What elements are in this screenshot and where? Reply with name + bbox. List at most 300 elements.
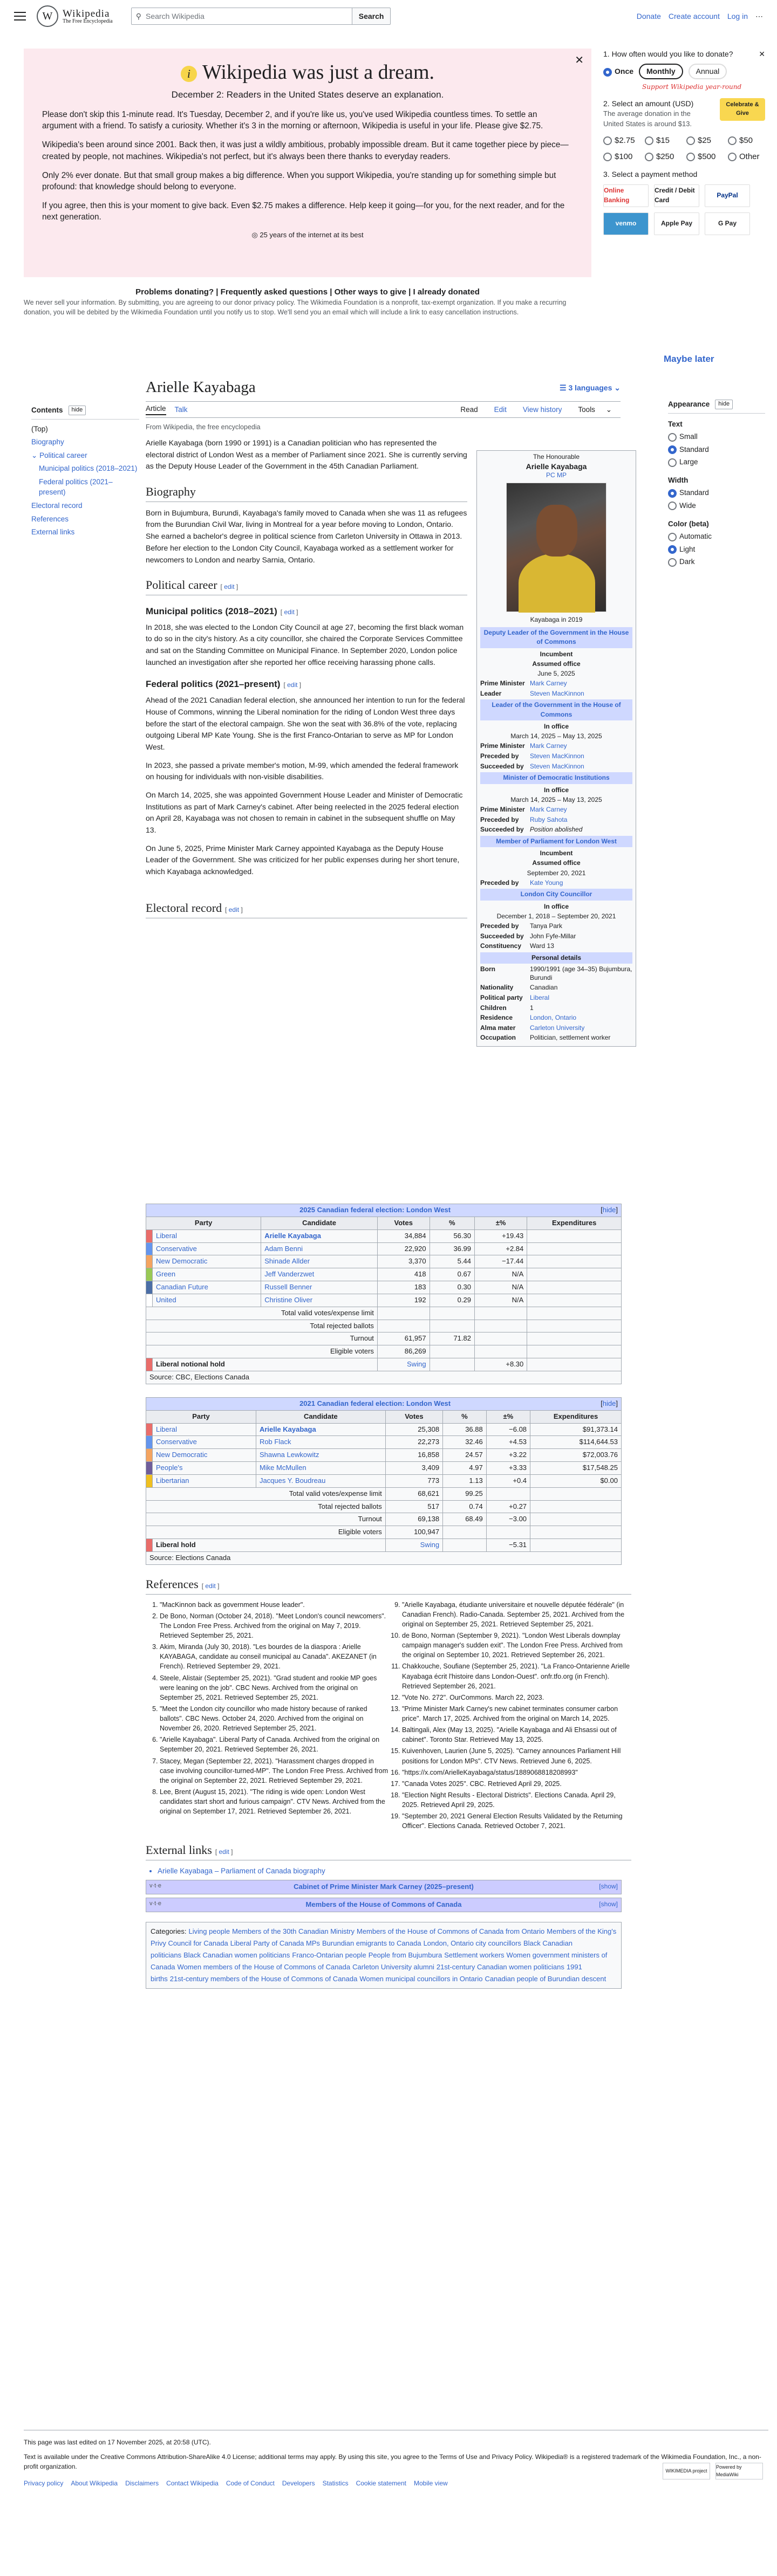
category-link[interactable]: Black Canadian politicians	[151, 1939, 572, 1959]
party-color	[146, 1281, 153, 1294]
amount-option[interactable]: $25	[686, 135, 724, 147]
reference-item[interactable]: 3. Akim, Miranda (July 30, 2018). "Les bourdes de la diaspora : Arielle KAYABAGA, candidate au conseil municipal au Canada". AKEZANET (in French). Retrieved September 29, 2021.	[160, 1642, 389, 1671]
expenditure-cell: $17,548.25	[530, 1462, 622, 1475]
footer-link[interactable]: Contact Wikipedia	[166, 2479, 219, 2488]
change-cell: N/A	[474, 1294, 527, 1307]
edit-section-link[interactable]: [ edit ]	[225, 905, 243, 913]
reference-item[interactable]: 2. De Bono, Norman (October 24, 2018). "Meet London's council newcomers". The London Free Press. Archived from the original on May 7, 2019. Retrieved September 25, 2021.	[160, 1611, 389, 1640]
payment-question: 3. Select a payment method	[603, 170, 698, 179]
percent-cell: 0.67	[430, 1268, 474, 1281]
assumed-office-label: Assumed office	[532, 660, 581, 668]
search-placeholder: Search Wikipedia	[146, 11, 205, 20]
percent-cell: 4.97	[443, 1462, 487, 1475]
table-source: Source: Elections Canada	[146, 1551, 622, 1564]
toc-item[interactable]: Municipal politics (2018–2021)	[39, 464, 138, 473]
row-value: John Fyfe-Millar	[530, 932, 576, 940]
globe-icon: ◎	[251, 231, 260, 239]
navbox-show-link[interactable]: show	[601, 1882, 616, 1890]
party-cell[interactable]: Canadian Future	[153, 1281, 261, 1294]
category-link[interactable]: Members of the House of Commons of Canada from Ontario	[357, 1927, 545, 1935]
expenditure-cell	[527, 1294, 622, 1307]
party-color	[146, 1474, 153, 1487]
appearance-panel	[668, 399, 765, 575]
banner-paragraph-1: Please don't skip this 1-minute read. It's Tuesday, December 2, and if you're like us, you've used Wikipedia countless times. To settle an argument with a friend. To satisfy a curiosity. Whether it's 3 in the morning or afternoon, Wikipedia is useful in your life. Please give $2.75.	[42, 110, 543, 131]
candidate-cell[interactable]: Jeff Vanderzwet	[261, 1268, 378, 1281]
edit-section-link[interactable]: [ edit ]	[280, 608, 298, 616]
table-row	[146, 1474, 622, 1487]
category-link[interactable]: 21st-century members of the House of Commons of Canada	[169, 1974, 358, 1983]
category-link[interactable]: Carleton University alumni	[352, 1962, 434, 1971]
table-hide-link[interactable]: hide	[602, 1399, 616, 1407]
amount-option[interactable]: $250	[645, 151, 682, 163]
toc-item[interactable]: (Top)	[31, 424, 48, 433]
federal-paragraph-3: On March 14, 2025, she was appointed Government House Leader and Minister of Democratic Institutions as part of Mark Carney's cabinet. After being reelected in the 2025 federal election on April 28, Kayabaga was not chosen to remain in cabinet in the subsequent shuffle on May 13.	[146, 790, 463, 834]
table-caption: 2021 Canadian federal election: London West [hide]	[146, 1397, 622, 1410]
table-row	[146, 1281, 622, 1294]
party-cell[interactable]: Liberal	[153, 1229, 261, 1242]
category-link[interactable]: Black Canadian women politicians	[183, 1950, 290, 1959]
party-cell[interactable]: Conservative	[153, 1242, 261, 1255]
reference-item[interactable]: 7. Stacey, Megan (September 22, 2021). "Harassment charges dropped in case involving councillor-turned-MP". The London Free Press. Archived from the original on September 22, 2021. Retrieved September 29, 2021.	[160, 1756, 389, 1785]
footer-link[interactable]: Disclaimers	[125, 2479, 159, 2488]
reference-item[interactable]: 19. "September 20, 2021 General Election Results Validated by the Returning Officer". Elections Canada. Retrieved October 7, 2021.	[402, 1811, 631, 1831]
post-nominals[interactable]: PC MP	[546, 471, 567, 479]
search-input[interactable]	[131, 8, 352, 25]
tab-read[interactable]: Read	[460, 406, 478, 414]
total-label: Turnout	[146, 1513, 386, 1526]
expenditure-cell: $91,373.14	[530, 1423, 622, 1436]
eligible-voters: 86,269	[377, 1345, 430, 1358]
width-wide-option[interactable]: Wide	[668, 500, 765, 511]
row-value: Politician, settlement worker	[530, 1034, 611, 1042]
reference-item[interactable]: 18. "Election Night Results - Electoral Districts". Elections Canada. April 29, 2025. Retrieved April 29, 2025.	[402, 1790, 631, 1810]
site-title: Wikipedia	[63, 8, 110, 19]
fundraising-banner	[24, 49, 591, 277]
color-dark-option[interactable]: Dark	[668, 557, 765, 567]
banner-links[interactable]: Problems donating? | Frequently asked questions | Other ways to give | I already donated	[135, 287, 480, 297]
votes-cell: 3,409	[385, 1462, 442, 1475]
municipal-paragraph: In 2018, she was elected to the London City Council at age 27, becoming the first black woman to do so in the city's history. As a city councillor, she chaired the Corporate Services Committee and sat on the Standing Committee on Municipal Finance. In September 2020, London police launched an investigation after she reported her office receiving harassing phone calls.	[146, 622, 464, 667]
section-external-links: External links [ edit ]	[146, 1842, 631, 1860]
row-label: Succeeded by	[480, 932, 524, 940]
candidate-cell[interactable]: Russell Benner	[261, 1281, 378, 1294]
portrait-image[interactable]	[506, 483, 606, 612]
swing-label[interactable]: Swing	[385, 1539, 442, 1552]
amount-option[interactable]: $100	[603, 151, 640, 163]
row-value[interactable]: Mark Carney	[530, 742, 567, 750]
category-link[interactable]: Women members of the House of Commons of Canada	[177, 1962, 351, 1971]
row-value: Ward 13	[530, 942, 554, 950]
more-options-icon[interactable]: ⋯	[755, 11, 763, 20]
row-value: 1	[530, 1004, 534, 1012]
payment-methods	[603, 184, 765, 235]
tab-edit[interactable]: Edit	[494, 406, 507, 414]
candidate-cell[interactable]: Mike McMullen	[256, 1462, 385, 1475]
col-header: Expenditures	[527, 1217, 622, 1229]
change-cell: N/A	[474, 1268, 527, 1281]
expenditure-cell	[527, 1268, 622, 1281]
main-menu-icon[interactable]	[14, 12, 26, 20]
category-link[interactable]: People from Bujumbura	[368, 1950, 442, 1959]
table-row	[146, 1449, 622, 1462]
row-value[interactable]: Liberal	[530, 994, 550, 1002]
category-link[interactable]: Burundian emigrants to Canada	[322, 1939, 421, 1947]
row-label: Succeeded by	[480, 762, 524, 770]
toc-item[interactable]: References	[31, 514, 69, 523]
party-color	[146, 1268, 153, 1281]
rejected-change: +0.27	[486, 1500, 530, 1513]
once-option[interactable]: Once	[603, 66, 633, 77]
party-cell[interactable]: United	[153, 1294, 261, 1307]
edit-section-link[interactable]: [ edit ]	[215, 1848, 233, 1856]
reference-item[interactable]: 16. "https://x.com/ArielleKayabaga/status/1889068818208993"	[402, 1768, 631, 1777]
row-value[interactable]: Mark Carney	[530, 679, 567, 688]
toc-item[interactable]: Biography	[31, 438, 64, 446]
search-icon: ⚲	[135, 11, 141, 20]
votes-cell: 183	[377, 1281, 430, 1294]
expenditure-cell	[527, 1229, 622, 1242]
row-label: Preceded by	[480, 878, 519, 887]
total-votes: 68,621	[385, 1487, 442, 1500]
party-cell[interactable]: Conservative	[153, 1436, 256, 1449]
navbox-title[interactable]: Cabinet of Prime Minister Mark Carney (2025–present)	[294, 1882, 474, 1891]
row-value[interactable]: Kate Young	[530, 878, 563, 887]
table-row	[146, 1462, 622, 1475]
personal-details-header: Personal details	[480, 952, 632, 964]
row-value[interactable]: Steven MacKinnon	[530, 752, 584, 760]
amount-option[interactable]: $500	[686, 151, 724, 163]
categories-label: Categories:	[151, 1927, 187, 1935]
total-label: Total rejected ballots	[146, 1500, 386, 1513]
office-header[interactable]: Deputy Leader of the Government in the House of Commons	[480, 627, 632, 648]
row-label: Preceded by	[480, 922, 519, 930]
row-label: Nationality	[480, 984, 514, 992]
banner-title-text: Wikipedia was just a dream.	[202, 61, 435, 84]
turnout-votes: 69,138	[385, 1513, 442, 1526]
row-label: Leader	[480, 689, 502, 697]
anniversary-label: 25 years of the internet at its best	[260, 231, 364, 239]
party-color	[146, 1436, 153, 1449]
annual-option[interactable]: Annual	[689, 64, 727, 79]
top-header	[0, 0, 777, 32]
lower-content	[146, 1204, 631, 1989]
row-value[interactable]: Steven MacKinnon	[530, 762, 584, 770]
close-form-icon[interactable]: ✕	[759, 50, 765, 58]
row-label: Occupation	[480, 1034, 516, 1042]
row-value[interactable]: Ruby Sahota	[530, 815, 568, 823]
text-standard-option[interactable]: Standard	[668, 444, 765, 455]
federal-paragraph-1: Ahead of the 2021 Canadian federal election, she announced her intention to run for the federal House of Commons, winning the Liberal nomination for the riding of London West three days before the start of the electoral campaign. She won the seat with 36.8% of the vote, replacing outgoing Liberal MP Kate Young. She is the first Franco-Ontarian to serve as MP for London West.	[146, 696, 465, 751]
category-link[interactable]: Liberal Party of Canada MPs	[230, 1939, 320, 1947]
office-header[interactable]: Minister of Democratic Institutions	[480, 772, 632, 784]
party-color	[146, 1462, 153, 1475]
change-cell: −6.08	[486, 1423, 530, 1436]
candidate-cell[interactable]: Christine Oliver	[261, 1294, 378, 1307]
card-button[interactable]: Credit / Debit Card	[654, 184, 699, 207]
wordmark[interactable]	[63, 9, 113, 24]
footer-link[interactable]: Developers	[282, 2479, 315, 2488]
edit-section-link[interactable]: [ edit ]	[201, 1582, 220, 1590]
section-political-career: Political career [ edit ]	[146, 576, 467, 595]
reference-item[interactable]: 14. Baltingali, Alex (May 13, 2025). "Arielle Kayabaga and Ali Ehsassi out of cabinet". Toronto Star. Retrieved May 13, 2025.	[402, 1725, 631, 1744]
category-link[interactable]: Living people	[188, 1927, 230, 1935]
table-row	[146, 1268, 622, 1281]
row-label: Residence	[480, 1014, 513, 1022]
venmo-button[interactable]: venmo	[603, 212, 649, 235]
license-text: Text is available under the Creative Commons Attribution-ShareAlike 4.0 License; additional terms may apply. By using this site, you agree to the Terms of Use and Privacy Policy. Wikipedia® is a registered trademark of the Wikimedia Foundation, Inc., a non-profit organization.	[24, 2453, 761, 2470]
candidate-cell[interactable]: Adam Benni	[261, 1242, 378, 1255]
col-header: Expenditures	[530, 1410, 622, 1423]
percent-cell: 0.30	[430, 1281, 474, 1294]
votes-cell: 773	[385, 1474, 442, 1487]
reference-item[interactable]: 15. Kuivenhoven, Laurien (June 5, 2025). "Carney announces Parliament Hill positions for London MPs". CTV News. Retrieved June 6, 2025.	[402, 1746, 631, 1766]
category-link[interactable]: 21st-century Canadian women politicians	[436, 1962, 564, 1971]
toc-item[interactable]: Federal politics (2021–present)	[39, 477, 113, 497]
footer-link[interactable]: Mobile view	[413, 2479, 448, 2488]
expenditure-cell: $72,003.76	[530, 1449, 622, 1462]
col-header: Candidate	[256, 1410, 385, 1423]
banner-paragraph-4: If you agree, then this is your moment to give back. Even $2.75 makes a difference. Help keep it going—for you, for the next reader, and for the next generation.	[42, 201, 565, 222]
percent-cell: 0.29	[430, 1294, 474, 1307]
log-in-link[interactable]: Log in	[727, 11, 748, 20]
google-pay-button[interactable]: G Pay	[705, 212, 750, 235]
table-row	[146, 1255, 622, 1268]
from-wikipedia: From Wikipedia, the free encyclopedia	[146, 423, 261, 431]
incumbent-label: Incumbent	[540, 650, 573, 658]
donate-link[interactable]: Donate	[636, 11, 661, 20]
toc-hide-button[interactable]: hide	[69, 406, 86, 415]
reference-item[interactable]: 10. de Bono, Norman (September 9, 2021). "London West Liberals downplay campaign manager's sudden exit". The London Free Press. Archived from the original on September 10, 2021. Retrieved September 26, 2021.	[402, 1631, 631, 1660]
footer-link[interactable]: Code of Conduct	[226, 2479, 275, 2488]
appearance-title: Appearance	[668, 400, 710, 408]
turnout-votes: 61,957	[377, 1332, 430, 1345]
row-label: Prime Minister	[480, 679, 525, 688]
candidate-cell[interactable]: Arielle Kayabaga	[261, 1229, 378, 1242]
close-banner-icon[interactable]: ✕	[575, 54, 584, 66]
reference-item[interactable]: 12. "Vote No. 272". OurCommons. March 22, 2023.	[402, 1693, 631, 1702]
category-link[interactable]: Members of the King's Privy Council for Canada	[151, 1927, 617, 1947]
swing-value: +8.30	[474, 1358, 527, 1371]
edit-section-link[interactable]: [ edit ]	[283, 681, 302, 689]
color-light-option[interactable]: Light	[668, 544, 765, 555]
tab-view-history[interactable]: View history	[522, 406, 562, 414]
row-value[interactable]: Carleton University	[530, 1023, 585, 1032]
reference-item[interactable]: 11. Chakkouche, Soufiane (September 25, 2021). "La Franco-Ontarienne Arielle Kayabaga écrit l'histoire dans London-Ouest". onfr.tfo.org (in French). Retrieved September 26, 2021.	[402, 1661, 631, 1691]
total-label: Turnout	[146, 1332, 378, 1345]
rejected-votes: 517	[385, 1500, 442, 1513]
language-selector[interactable]: ☰ 3 languages ⌄	[560, 383, 621, 392]
candidate-cell[interactable]: Jacques Y. Boudreau	[256, 1474, 385, 1487]
col-header: Votes	[385, 1410, 442, 1423]
total-label: Eligible voters	[146, 1345, 378, 1358]
category-link[interactable]: Women government ministers of Canada	[151, 1950, 608, 1971]
external-link[interactable]: • Arielle Kayabaga – Parliament of Canada biography	[158, 1866, 631, 1877]
party-cell[interactable]: People's	[153, 1462, 256, 1475]
section-municipal-politics: Municipal politics (2018–2021) [ edit ]	[146, 606, 298, 617]
office-header[interactable]: Leader of the Government in the House of Commons	[480, 699, 632, 720]
category-link[interactable]: Franco-Ontarian people	[292, 1950, 366, 1959]
appearance-hide-button[interactable]: hide	[715, 400, 733, 409]
wikipedia-logo[interactable]: W	[37, 5, 58, 27]
celebrate-button[interactable]: Celebrate & Give	[720, 98, 765, 121]
footer-link[interactable]: About Wikipedia	[71, 2479, 118, 2488]
office-header[interactable]: London City Councillor	[480, 889, 632, 900]
vte-links[interactable]: v·t·e	[149, 1900, 161, 1907]
navbox-show-link[interactable]: show	[601, 1900, 616, 1908]
page-title-text: Arielle Kayabaga	[146, 379, 256, 396]
party-cell[interactable]: New Democratic	[153, 1255, 261, 1268]
amount-option[interactable]: $15	[645, 135, 682, 147]
toc-item[interactable]: Electoral record	[31, 501, 83, 510]
category-link[interactable]: Settlement workers	[444, 1950, 505, 1959]
mediawiki-badge[interactable]: Powered by MediaWiki	[715, 2463, 763, 2479]
category-link[interactable]: London, Ontario city councillors	[423, 1939, 521, 1947]
reference-item[interactable]: 4. Steele, Alistair (September 25, 2021). "Grad student and rookie MP goes were leaning on the job". CBC News. Archived from the original on September 25, 2021. Retrieved September 25, 2021.	[160, 1673, 389, 1702]
image-caption: Kayabaga in 2019	[530, 616, 583, 624]
row-value[interactable]: Steven MacKinnon	[530, 689, 584, 697]
text-size-label: Text	[668, 420, 683, 428]
change-cell: +0.4	[486, 1474, 530, 1487]
votes-cell: 22,273	[385, 1436, 442, 1449]
reference-item[interactable]: 17. "Canada Votes 2025". CBC. Retrieved April 29, 2025.	[402, 1779, 631, 1789]
candidate-cell[interactable]: Shawna Lewkowitz	[256, 1449, 385, 1462]
category-link[interactable]: 1991 births	[151, 1962, 582, 1983]
table-row	[146, 1294, 622, 1307]
last-edited: This page was last edited on 17 November 2025, at 20:58 (UTC).	[24, 2438, 211, 2446]
table-row	[146, 1229, 622, 1242]
table-hide-link[interactable]: hide	[602, 1206, 616, 1214]
text-small-option[interactable]: Small	[668, 431, 765, 442]
turnout-percent: 71.82	[430, 1332, 474, 1345]
tab-article[interactable]: Article	[146, 403, 166, 415]
online-banking-button[interactable]: Online Banking	[603, 184, 649, 207]
party-cell[interactable]: Liberal	[153, 1423, 256, 1436]
office-date: June 5, 2025	[537, 669, 575, 677]
assumed-office-label: Assumed office	[532, 859, 581, 867]
edit-section-link[interactable]: [ edit ]	[220, 583, 238, 591]
section-federal-politics: Federal politics (2021–present) [ edit ]	[146, 679, 302, 690]
reference-item[interactable]: 9. "Arielle Kayabaga, étudiante universitaire et nouvelle députée fédérale" (in Canadian French). Radio-Canada. September 25, 2021. Archived from the original on September 25, 2021. Retrieved September 25, 2021.	[402, 1600, 631, 1629]
create-account-link[interactable]: Create account	[668, 11, 720, 20]
paypal-button[interactable]: PayPal	[705, 184, 750, 207]
party-cell[interactable]: Libertarian	[153, 1474, 256, 1487]
swing-label[interactable]: Swing	[377, 1358, 430, 1371]
votes-cell: 25,308	[385, 1423, 442, 1436]
candidate-cell[interactable]: Rob Flack	[256, 1436, 385, 1449]
color-label: Color (beta)	[668, 519, 709, 528]
search-form	[131, 8, 391, 25]
eligible-voters: 100,947	[385, 1526, 442, 1539]
categories-box	[146, 1922, 622, 1989]
change-cell: +3.22	[486, 1449, 530, 1462]
row-label: Constituency	[480, 942, 522, 950]
reference-item[interactable]: 6. "Arielle Kayabaga". Liberal Party of Canada. Archived from the original on September 20, 2021. Retrieved September 26, 2021.	[160, 1735, 389, 1754]
page-tabs	[146, 402, 621, 418]
monthly-option[interactable]: Monthly	[639, 64, 683, 79]
row-value[interactable]: London, Ontario	[530, 1014, 577, 1022]
vte-links[interactable]: v·t·e	[149, 1882, 161, 1889]
reference-item[interactable]: 13. "Prime Minister Mark Carney's new cabinet terminates consumer carbon price". March 17, 2025. Archived from the original on March 14, 2025.	[402, 1704, 631, 1723]
percent-cell: 1.13	[443, 1474, 487, 1487]
color-auto-option[interactable]: Automatic	[668, 531, 765, 542]
percent-cell: 24.57	[443, 1449, 487, 1462]
change-cell: N/A	[474, 1281, 527, 1294]
expenditure-cell: $114,644.53	[530, 1436, 622, 1449]
navbox-cabinet: v·t·e Cabinet of Prime Minister Mark Carney (2025–present) [show]	[146, 1880, 622, 1894]
page-title	[146, 377, 621, 402]
col-header: ±%	[486, 1410, 530, 1423]
category-link[interactable]: Canadian people of Burundian descent	[485, 1974, 606, 1983]
row-label: Preceded by	[480, 815, 519, 823]
tab-talk[interactable]: Talk	[174, 406, 188, 414]
candidate-cell[interactable]: Arielle Kayabaga	[256, 1423, 385, 1436]
anniversary-text	[42, 230, 573, 241]
change-cell: +19.43	[474, 1229, 527, 1242]
row-value: Canadian	[530, 984, 558, 992]
table-caption: 2025 Canadian federal election: London West [hide]	[146, 1204, 622, 1217]
candidate-cell[interactable]: Shinade Allder	[261, 1255, 378, 1268]
reference-item[interactable]: 5. "Meet the London city councillor who made history because of ranked ballots". CBC News. October 24, 2020. Archived from the original on November 26, 2020. Retrieved September 25, 2021.	[160, 1704, 389, 1733]
row-label: Born	[480, 965, 495, 973]
row-value[interactable]: Mark Carney	[530, 806, 567, 813]
wikimedia-badge[interactable]: WIKIMEDIA project	[663, 2463, 710, 2479]
average-donation: The average donation in the United States is around $13.	[603, 109, 692, 128]
party-color	[146, 1449, 153, 1462]
text-large-option[interactable]: Large	[668, 457, 765, 468]
amount-option[interactable]: $50	[728, 135, 765, 147]
footer-link[interactable]: Cookie statement	[356, 2479, 406, 2488]
amount-option-other[interactable]: Other	[728, 151, 765, 163]
reference-item[interactable]: 1. "MacKinnon back as government House leader".	[160, 1600, 389, 1610]
amount-option[interactable]: $2.75	[603, 135, 640, 147]
infobox	[476, 450, 636, 1047]
row-value: Position abolished	[530, 826, 583, 834]
party-cell[interactable]: New Democratic	[153, 1449, 256, 1462]
width-standard-option[interactable]: Standard	[668, 487, 765, 498]
expenditure-cell	[527, 1242, 622, 1255]
party-color	[146, 1229, 153, 1242]
office-header[interactable]: Member of Parliament for London West	[480, 836, 632, 847]
maybe-later-link[interactable]: Maybe later	[664, 354, 714, 364]
toc-item[interactable]: External links	[31, 528, 75, 537]
toc-item[interactable]: ⌄ Political career	[31, 451, 87, 459]
external-links-list	[146, 1866, 631, 1877]
footer-link[interactable]: Privacy policy	[24, 2479, 64, 2488]
party-color	[146, 1242, 153, 1255]
row-label: Political party	[480, 994, 523, 1002]
navbox-title[interactable]: Members of the House of Commons of Canada	[305, 1900, 462, 1908]
apple-pay-button[interactable]: Apple Pay	[654, 212, 699, 235]
votes-cell: 192	[377, 1294, 430, 1307]
reference-item[interactable]: 8. Lee, Brent (August 15, 2021). "The riding is wide open: London West candidates start short and furious campaign". CTV News. Archived from the original on September 17, 2021. Retrieved September 26, 2021.	[160, 1787, 389, 1816]
col-header: %	[430, 1217, 474, 1229]
tools-menu[interactable]: Tools ⌄	[578, 406, 612, 414]
footer-link[interactable]: Statistics	[322, 2479, 349, 2488]
category-link[interactable]: Women municipal councillors in Ontario	[359, 1974, 483, 1983]
swing-value: −5.31	[486, 1539, 530, 1552]
search-button[interactable]: Search	[352, 8, 391, 25]
party-color	[146, 1423, 153, 1436]
in-office-label: In office	[543, 723, 569, 731]
turnout-percent: 68.49	[443, 1513, 487, 1526]
party-cell[interactable]: Green	[153, 1268, 261, 1281]
total-percent: 99.25	[443, 1487, 487, 1500]
section-biography: Biography	[146, 483, 467, 502]
section-references: References [ edit ]	[146, 1576, 631, 1595]
election-table-2025	[146, 1204, 622, 1384]
support-year-round-note: Support Wikipedia year-round	[642, 83, 742, 91]
category-link[interactable]: Members of the 30th Canadian Ministry	[232, 1927, 355, 1935]
